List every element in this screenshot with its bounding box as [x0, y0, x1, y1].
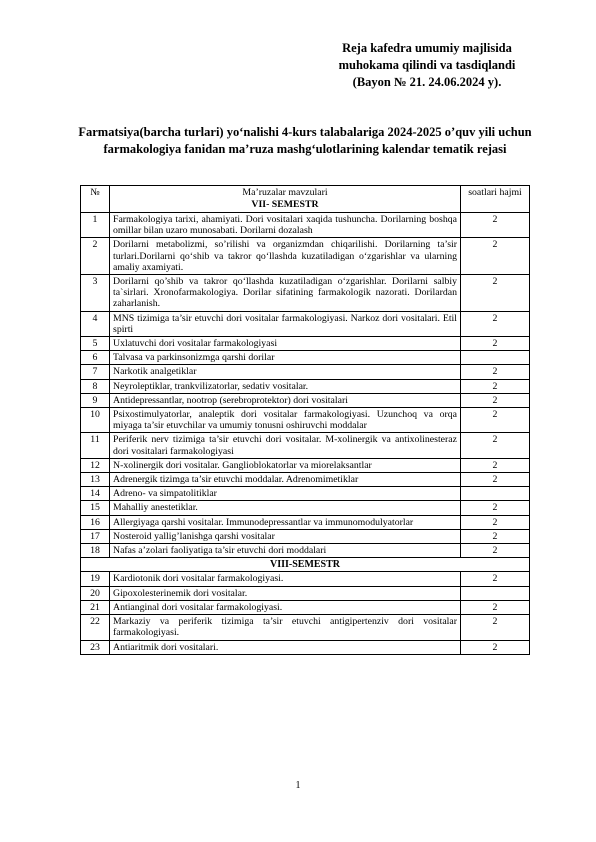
table-row — [81, 408, 530, 433]
row-topic: Antidepressantlar, nootrop (serebroprotektor) dori vositalari — [110, 393, 461, 407]
row-topic: MNS tizimiga ta’sir etuvchi dori vositalar farmakologiyasi. Narkoz dori vositalari. Etil spirti — [110, 311, 461, 336]
row-topic: Nosteroid yallig’lanishga qarshi vositalar — [110, 529, 461, 543]
row-hours: 2 — [461, 213, 530, 238]
row-topic: Kardiotonik dori vositalar farmakologiyasi. — [110, 572, 461, 586]
row-hours — [461, 351, 530, 365]
row-hours: 2 — [461, 529, 530, 543]
table-row — [81, 275, 530, 312]
row-hours — [461, 487, 530, 501]
semester-7-label: VII- SEMESTR — [251, 199, 319, 210]
page-number: 1 — [295, 780, 301, 791]
row-topic: Adrenergik tizimga ta’sir etuvchi moddalar. Adrenomimetiklar — [110, 473, 461, 487]
approval-line-1: Reja kafedra umumiy majlisida — [342, 41, 512, 55]
table-row — [81, 544, 530, 558]
row-number: 18 — [81, 544, 110, 558]
table-header-row — [81, 186, 530, 213]
lecture-plan-table — [80, 185, 530, 655]
table-row — [81, 529, 530, 543]
row-hours: 2 — [461, 337, 530, 351]
row-number: 22 — [81, 615, 110, 640]
row-number: 23 — [81, 640, 110, 654]
row-hours: 2 — [461, 311, 530, 336]
row-number: 21 — [81, 600, 110, 614]
table-row — [81, 337, 530, 351]
row-number: 13 — [81, 473, 110, 487]
row-topic: Uxlatuvchi dori vositalar farmakologiyasi — [110, 337, 461, 351]
column-header-topic-label: Ma’ruzalar mavzulari — [242, 187, 328, 198]
document-title: Farmatsiya(barcha turlari) yo‘nalishi 4-kurs talabalariga 2024-2025 o’quv yili uchun farmakologiya fanidan ma’ruza mashg‘ulotlarining kalendar tematik rejasi — [78, 125, 532, 156]
row-hours: 2 — [461, 458, 530, 472]
row-hours: 2 — [461, 600, 530, 614]
table-row — [81, 600, 530, 614]
row-topic: Narkotik analgetiklar — [110, 365, 461, 379]
table-row — [81, 365, 530, 379]
row-hours: 2 — [461, 473, 530, 487]
row-number: 6 — [81, 351, 110, 365]
row-topic: Talvasa va parkinsonizmga qarshi dorilar — [110, 351, 461, 365]
row-number: 15 — [81, 501, 110, 515]
row-topic: Psixostimulyatorlar, analeptik dori vositalar farmakologiyasi. Uzunchoq va orqa miyaga ta’sir etuvchilar va umumiy tonusni oshiruvchi moddalar — [110, 408, 461, 433]
row-hours: 2 — [461, 544, 530, 558]
row-number: 12 — [81, 458, 110, 472]
column-header-number: № — [81, 186, 110, 213]
table-row — [81, 515, 530, 529]
row-topic: Antianginal dori vositalar farmakologiyasi. — [110, 600, 461, 614]
table-row — [81, 433, 530, 458]
row-number: 3 — [81, 275, 110, 312]
row-number: 2 — [81, 238, 110, 275]
row-number: 5 — [81, 337, 110, 351]
row-topic: Antiaritmik dori vositalari. — [110, 640, 461, 654]
table-row — [81, 213, 530, 238]
row-hours: 2 — [461, 433, 530, 458]
row-topic: Gipoxolesterinemik dori vositalar. — [110, 586, 461, 600]
row-number: 4 — [81, 311, 110, 336]
table-row — [81, 572, 530, 586]
row-number: 10 — [81, 408, 110, 433]
row-number: 20 — [81, 586, 110, 600]
row-topic: Neyroleptiklar, trankvilizatorlar, sedativ vositalar. — [110, 379, 461, 393]
row-topic: Allergiyaga qarshi vositalar. Immunodepressantlar va immunomodulyatorlar — [110, 515, 461, 529]
row-topic: Dorilarni metabolizmi, so’rilishi va organizmdan chiqarilishi. Dorilarning ta’sir turlari.Dorilarni qo‘shib va takror qo‘llashda kuzatiladigan o‘zgarishlar va ularning amaliy axamiyati. — [110, 238, 461, 275]
row-hours: 2 — [461, 275, 530, 312]
row-topic: Mahalliy anestetiklar. — [110, 501, 461, 515]
table-row — [81, 351, 530, 365]
row-hours: 2 — [461, 408, 530, 433]
table-row — [81, 379, 530, 393]
row-number: 19 — [81, 572, 110, 586]
row-hours: 2 — [461, 238, 530, 275]
row-number: 9 — [81, 393, 110, 407]
row-topic: Periferik nerv tizimiga ta’sir etuvchi dori vositalar. M-xolinergik va antixolinesteraz dori vositalari farmakologiyasi — [110, 433, 461, 458]
row-hours: 2 — [461, 365, 530, 379]
column-header-hours: soatlari hajmi — [461, 186, 530, 213]
semester-7-rows — [81, 213, 530, 558]
row-topic: Markaziy va periferik tizimiga ta’sir etuvchi antigipertenziv dori vositalar farmakologiyasi. — [110, 615, 461, 640]
table-row — [81, 615, 530, 640]
row-number: 8 — [81, 379, 110, 393]
row-hours: 2 — [461, 379, 530, 393]
row-hours — [461, 586, 530, 600]
table-row — [81, 393, 530, 407]
table-row — [81, 238, 530, 275]
semester-8-row — [81, 558, 530, 572]
row-topic: Farmakologiya tarixi, ahamiyati. Dori vositalari xaqida tushuncha. Dorilarning boshqa omillar bilan uzaro munosabati. Dorilarni dozalash — [110, 213, 461, 238]
table-row — [81, 640, 530, 654]
row-topic: N-xolinergik dori vositalar. Ganglioblokatorlar va miorelaksantlar — [110, 458, 461, 472]
row-hours: 2 — [461, 640, 530, 654]
row-number: 16 — [81, 515, 110, 529]
row-number: 17 — [81, 529, 110, 543]
row-number: 14 — [81, 487, 110, 501]
column-header-topic — [110, 186, 461, 213]
row-hours: 2 — [461, 515, 530, 529]
table-row — [81, 586, 530, 600]
row-number: 11 — [81, 433, 110, 458]
semester-8-label: VIII-SEMESTR — [81, 558, 530, 572]
row-hours: 2 — [461, 615, 530, 640]
semester-8-rows — [81, 572, 530, 654]
table-row — [81, 458, 530, 472]
table-row — [81, 501, 530, 515]
approval-line-3: (Bayon № 21. 24.06.2024 y). — [352, 75, 502, 89]
row-topic: Nafas a’zolari faoliyatiga ta’sir etuvchi dori moddalari — [110, 544, 461, 558]
row-hours: 2 — [461, 572, 530, 586]
row-number: 7 — [81, 365, 110, 379]
row-number: 1 — [81, 213, 110, 238]
table-row — [81, 487, 530, 501]
row-hours: 2 — [461, 501, 530, 515]
table-row — [81, 311, 530, 336]
row-hours: 2 — [461, 393, 530, 407]
row-topic: Dorilarni qo’shib va takror qo‘llashda kuzatiladigan o‘zgarishlar. Dorilarni salbiy ta`sirlari. Xronofarmakologiya. Dorilar sifatining farmakologik nazorati. Dorilardan zaharlanish. — [110, 275, 461, 312]
table-row — [81, 473, 530, 487]
approval-line-2: muhokama qilindi va tasdiqlandi — [338, 58, 516, 72]
row-topic: Adreno- va simpatolitiklar — [110, 487, 461, 501]
approval-note — [320, 40, 534, 91]
